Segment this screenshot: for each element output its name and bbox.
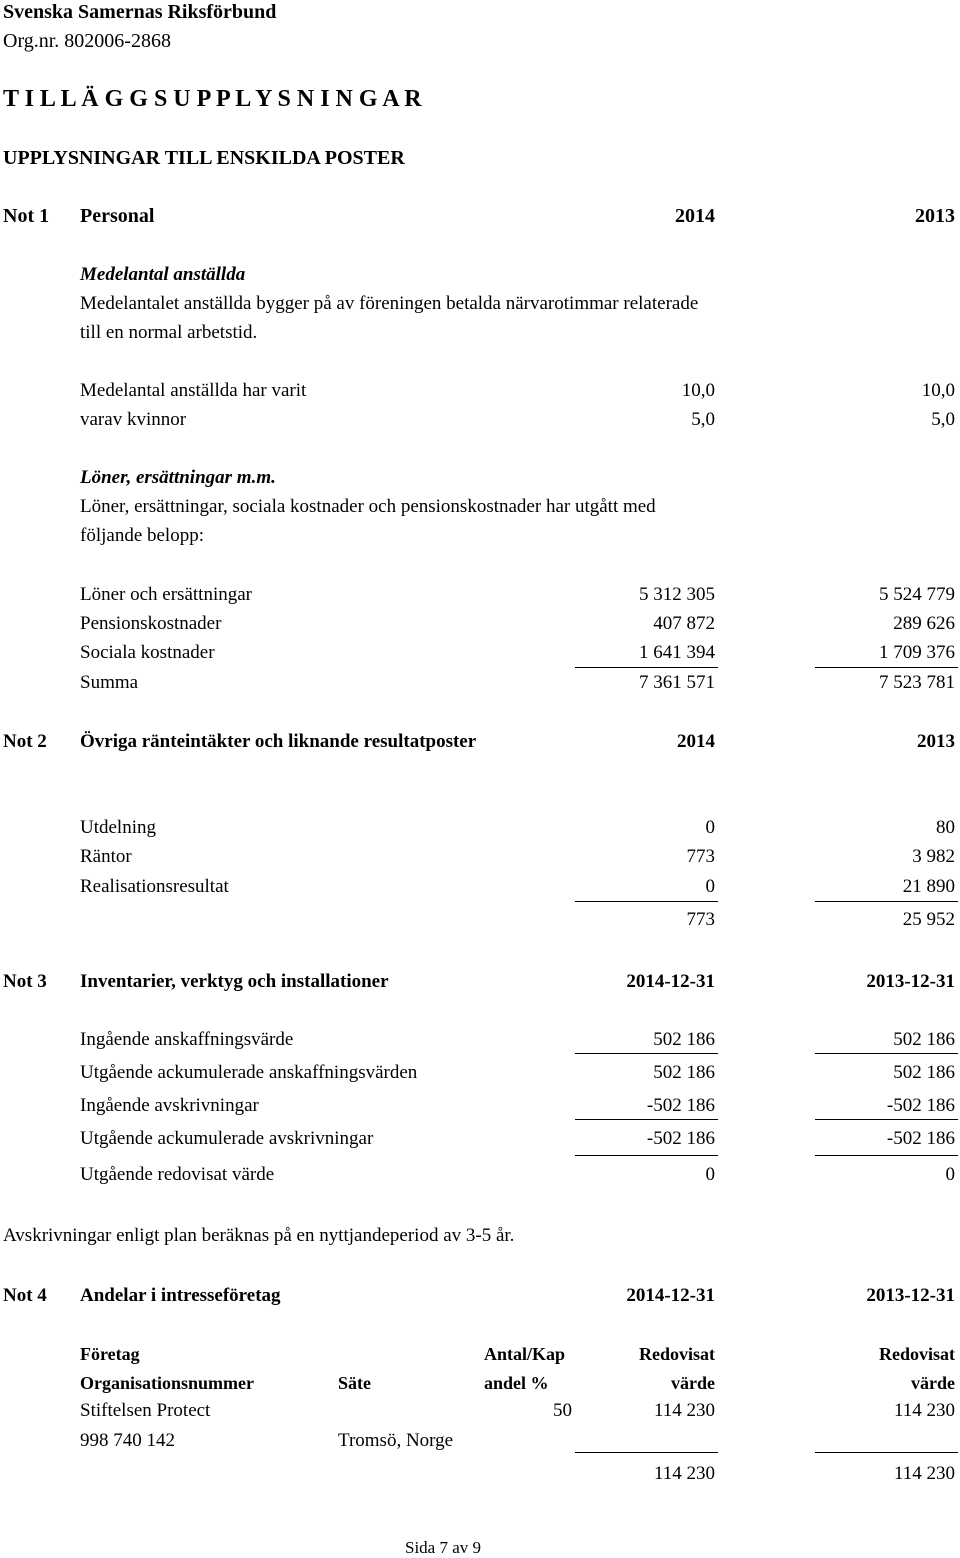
column-header-andel: andel %: [484, 1373, 549, 1393]
company-value-2014: 114 230: [653, 1400, 715, 1421]
note-1-label: Not 1: [3, 205, 50, 227]
row-value-2013: 5 524 779: [879, 584, 955, 605]
company-orgnr: 998 740 142: [80, 1430, 175, 1451]
row-label: Utgående ackumulerade avskrivningar: [80, 1128, 374, 1149]
row-value-2014: 0: [705, 1164, 715, 1185]
row-label: Sociala kostnader: [80, 642, 215, 663]
company-name: Stiftelsen Protect: [80, 1400, 211, 1421]
column-header-orgnr: Organisationsnummer: [80, 1373, 255, 1393]
note-4-total-2013: 114 230: [893, 1463, 955, 1484]
section-subtitle: UPPLYSNINGAR TILL ENSKILDA POSTER: [3, 147, 405, 169]
row-value-2013: -502 186: [886, 1095, 955, 1116]
row-value-2014: 407 872: [653, 613, 715, 634]
note-2-year-2: 2013: [917, 731, 955, 752]
column-header-redovisat-2: Redovisat: [879, 1344, 955, 1364]
row-label: Ingående avskrivningar: [80, 1095, 259, 1116]
row-label: Realisationsresultat: [80, 876, 229, 897]
row-divider: [815, 1119, 958, 1120]
column-header-varde-2: värde: [911, 1373, 955, 1393]
row-value-2014: 5,0: [691, 409, 715, 430]
row-value-2014: 502 186: [653, 1029, 715, 1050]
row-value-2014: 5 312 305: [639, 584, 715, 605]
column-header-varde-1: värde: [671, 1373, 715, 1393]
note-1-sub1-text-1: Medelantalet anställda bygger på av föreningen betalda närvarotimmar relaterade: [80, 293, 699, 314]
row-divider: [815, 1053, 958, 1054]
row-label: Pensionskostnader: [80, 613, 222, 634]
column-header-sate: Säte: [338, 1373, 371, 1393]
row-value-2013: 1 709 376: [879, 642, 955, 663]
company-sate: Tromsö, Norge: [338, 1430, 454, 1451]
row-value-2014: 10,0: [681, 380, 715, 401]
note-3-date-1: 2014-12-31: [626, 971, 715, 992]
sum-divider: [575, 1452, 718, 1453]
note-2-title: Övriga ränteintäkter och liknande resultatposter: [80, 731, 477, 752]
row-value-2013: 502 186: [893, 1029, 955, 1050]
note-3-title: Inventarier, verktyg och installationer: [80, 971, 389, 992]
note-1-sub1-text-2: till en normal arbetstid.: [80, 322, 258, 343]
note-2-label: Not 2: [3, 731, 47, 752]
row-divider: [575, 1119, 718, 1120]
note-3-date-2: 2013-12-31: [866, 971, 955, 992]
company-value-2013: 114 230: [893, 1400, 955, 1421]
row-divider: [815, 1155, 958, 1156]
note-1-year-2: 2013: [915, 205, 955, 227]
row-value-2013: 80: [936, 817, 955, 838]
note-4-date-1: 2014-12-31: [626, 1285, 715, 1306]
note-3-footnote: Avskrivningar enligt plan beräknas på en nyttjandeperiod av 3-5 år.: [3, 1225, 515, 1246]
row-value-2014: 773: [686, 846, 715, 867]
row-value-2014: -502 186: [646, 1128, 715, 1149]
note-2-total-2013: 25 952: [902, 909, 955, 930]
row-value-2014: 0: [705, 817, 715, 838]
page-title: T I L L Ä G G S U P P L Y S N I N G A R: [3, 86, 422, 112]
note-2-total-2014: 773: [686, 909, 715, 930]
row-value-2014: -502 186: [646, 1095, 715, 1116]
note-4-date-2: 2013-12-31: [866, 1285, 955, 1306]
row-label: Räntor: [80, 846, 132, 867]
note-4-title: Andelar i intresseföretag: [80, 1285, 281, 1306]
page-number: Sida 7 av 9: [405, 1538, 482, 1557]
row-value-2013: -502 186: [886, 1128, 955, 1149]
company-andel: 50: [553, 1400, 572, 1421]
row-value-2013: 21 890: [902, 876, 955, 897]
note-1-sub2-title: Löner, ersättningar m.m.: [80, 467, 276, 488]
note-2-year-1: 2014: [677, 731, 715, 752]
note-1-sub2-text-1: Löner, ersättningar, sociala kostnader och pensionskostnader har utgått med: [80, 496, 656, 517]
note-4-total-2014: 114 230: [653, 1463, 715, 1484]
note-3-label: Not 3: [3, 971, 47, 992]
row-label: Utgående ackumulerade anskaffningsvärden: [80, 1062, 418, 1083]
sum-divider: [575, 667, 718, 668]
sum-divider: [815, 667, 958, 668]
row-value-2013: 289 626: [893, 613, 955, 634]
row-divider: [575, 1155, 718, 1156]
row-value-2013: 7 523 781: [879, 672, 955, 693]
row-value-2013: 5,0: [931, 409, 955, 430]
row-label: Summa: [80, 672, 139, 693]
row-label: Ingående anskaffningsvärde: [80, 1029, 294, 1050]
note-1-sub1-title: Medelantal anställda: [80, 264, 246, 285]
row-value-2014: 0: [705, 876, 715, 897]
column-header-foretag: Företag: [80, 1344, 140, 1364]
row-value-2014: 502 186: [653, 1062, 715, 1083]
column-header-redovisat-1: Redovisat: [639, 1344, 715, 1364]
sum-divider: [815, 1452, 958, 1453]
row-value-2013: 502 186: [893, 1062, 955, 1083]
row-value-2014: 7 361 571: [639, 672, 715, 693]
row-label: Löner och ersättningar: [80, 584, 252, 605]
org-number: Org.nr. 802006-2868: [3, 30, 171, 52]
org-name: Svenska Samernas Riksförbund: [3, 1, 277, 23]
row-label: Utgående redovisat värde: [80, 1164, 275, 1185]
column-header-antal: Antal/Kap: [484, 1344, 566, 1364]
row-value-2013: 0: [945, 1164, 955, 1185]
note-1-title: Personal: [80, 205, 155, 227]
row-value-2013: 3 982: [912, 846, 955, 867]
row-divider: [575, 1053, 718, 1054]
row-value-2014: 1 641 394: [639, 642, 715, 663]
row-label: varav kvinnor: [80, 409, 187, 430]
row-label: Utdelning: [80, 817, 156, 838]
note-1-sub2-text-2: följande belopp:: [80, 525, 204, 546]
note-1-year-1: 2014: [675, 205, 715, 227]
row-label: Medelantal anställda har varit: [80, 380, 307, 401]
row-value-2013: 10,0: [921, 380, 955, 401]
sum-divider: [815, 901, 958, 902]
sum-divider: [575, 901, 718, 902]
note-4-label: Not 4: [3, 1285, 47, 1306]
